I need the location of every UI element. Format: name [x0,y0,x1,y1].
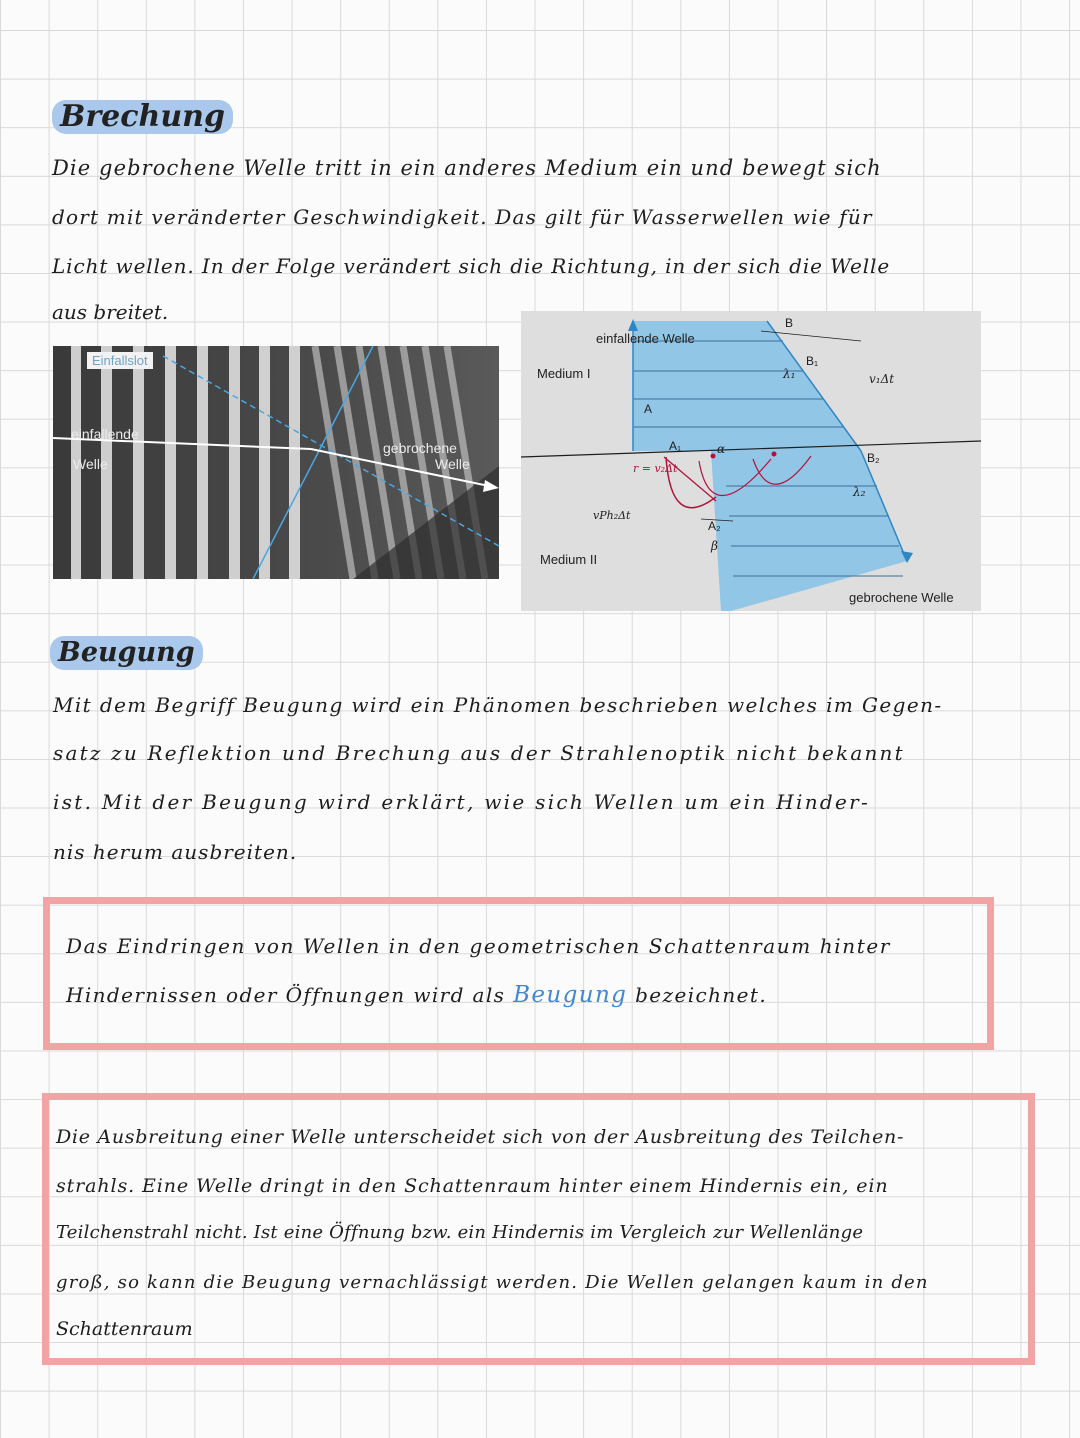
diagram-medium-1: Medium I [537,366,591,381]
brechung-line-1: Die gebrochene Welle tritt in ein anderes Medium ein und bewegt sich [52,156,882,180]
comparison-line-5: Schattenraum [56,1318,193,1340]
label-incoming-1: einfallende [71,426,139,442]
diagram-label-A2: A₂ [708,519,721,533]
definition-line-2 [66,982,767,1008]
diagram-label-vph2: vPh₂Δt [593,509,631,522]
comparison-line-4: groß, so kann die Beugung vernachlässigt werden. Die Wellen gelangen kaum in den [56,1272,929,1293]
diagram-label-B: B [785,316,794,330]
comparison-line-3: Teilchenstrahl nicht. Ist eine Öffnung bzw. ein Hindernis im Vergleich zur Wellenlänge [56,1222,864,1243]
heading-beugung: Beugung [50,636,203,670]
diagram-label-alpha: α [717,442,726,456]
heading-brechung: Brechung [52,100,233,134]
diagram-label-A: A [644,402,653,416]
diagram-label-v1dt: v₁Δt [869,372,895,386]
beugung-line-1: Mit dem Begriff Beugung wird ein Phänomen beschrieben welches im Gegen- [53,693,943,717]
definition-line-2-after: bezeichnet. [635,983,768,1007]
brechung-line-2: dort mit veränderter Geschwindigkeit. Das gilt für Wasserwellen wie für [52,205,873,229]
definition-line-1: Das Eindringen von Wellen in den geometrischen Schattenraum hinter [66,934,891,958]
label-incoming-2: Welle [73,456,108,472]
label-refracted-2: Welle [435,456,470,472]
definition-line-2-before: Hindernissen oder Öffnungen wird als [66,983,506,1007]
beugung-line-2: satz zu Reflektion und Brechung aus der Strahlenoptik nicht bekannt [53,741,905,765]
definition-term-beugung: Beugung [513,982,628,1008]
diagram-label-lambda2: λ₂ [853,485,866,499]
diagram-label-beta: β [711,539,718,553]
brechung-line-3: Licht wellen. In der Folge verändert sich die Richtung, in der sich die Welle [52,254,891,278]
diagram-label-lambda1: λ₁ [783,367,796,381]
comparison-line-1: Die Ausbreitung einer Welle unterscheidet sich von der Ausbreitung des Teilchen- [56,1126,905,1148]
diagram-medium-2: Medium II [540,552,598,567]
label-einfallslot: Einfallslot [87,352,153,369]
refraction-photo [53,346,499,579]
definition-box [43,897,994,1050]
label-refracted-1: gebrochene [383,440,457,456]
comparison-line-2: strahls. Eine Welle dringt in den Schattenraum hinter einem Hindernis ein, ein [56,1175,889,1197]
diagram-title-in: einfallende Welle [596,331,695,346]
brechung-line-4: aus breitet. [52,300,169,324]
diagram-label-B1: B₁ [806,354,819,368]
beugung-line-4: nis herum ausbreiten. [53,840,298,864]
refraction-diagram [521,311,981,611]
diagram-label-B2: B₂ [867,451,880,465]
diagram-label-A1: A₁ [669,439,682,453]
diagram-title-out: gebrochene Welle [849,590,954,605]
diagram-label-r: r = v₂Δt [633,462,678,475]
beugung-line-3: ist. Mit der Beugung wird erklärt, wie sich Wellen um ein Hinder- [53,790,871,814]
